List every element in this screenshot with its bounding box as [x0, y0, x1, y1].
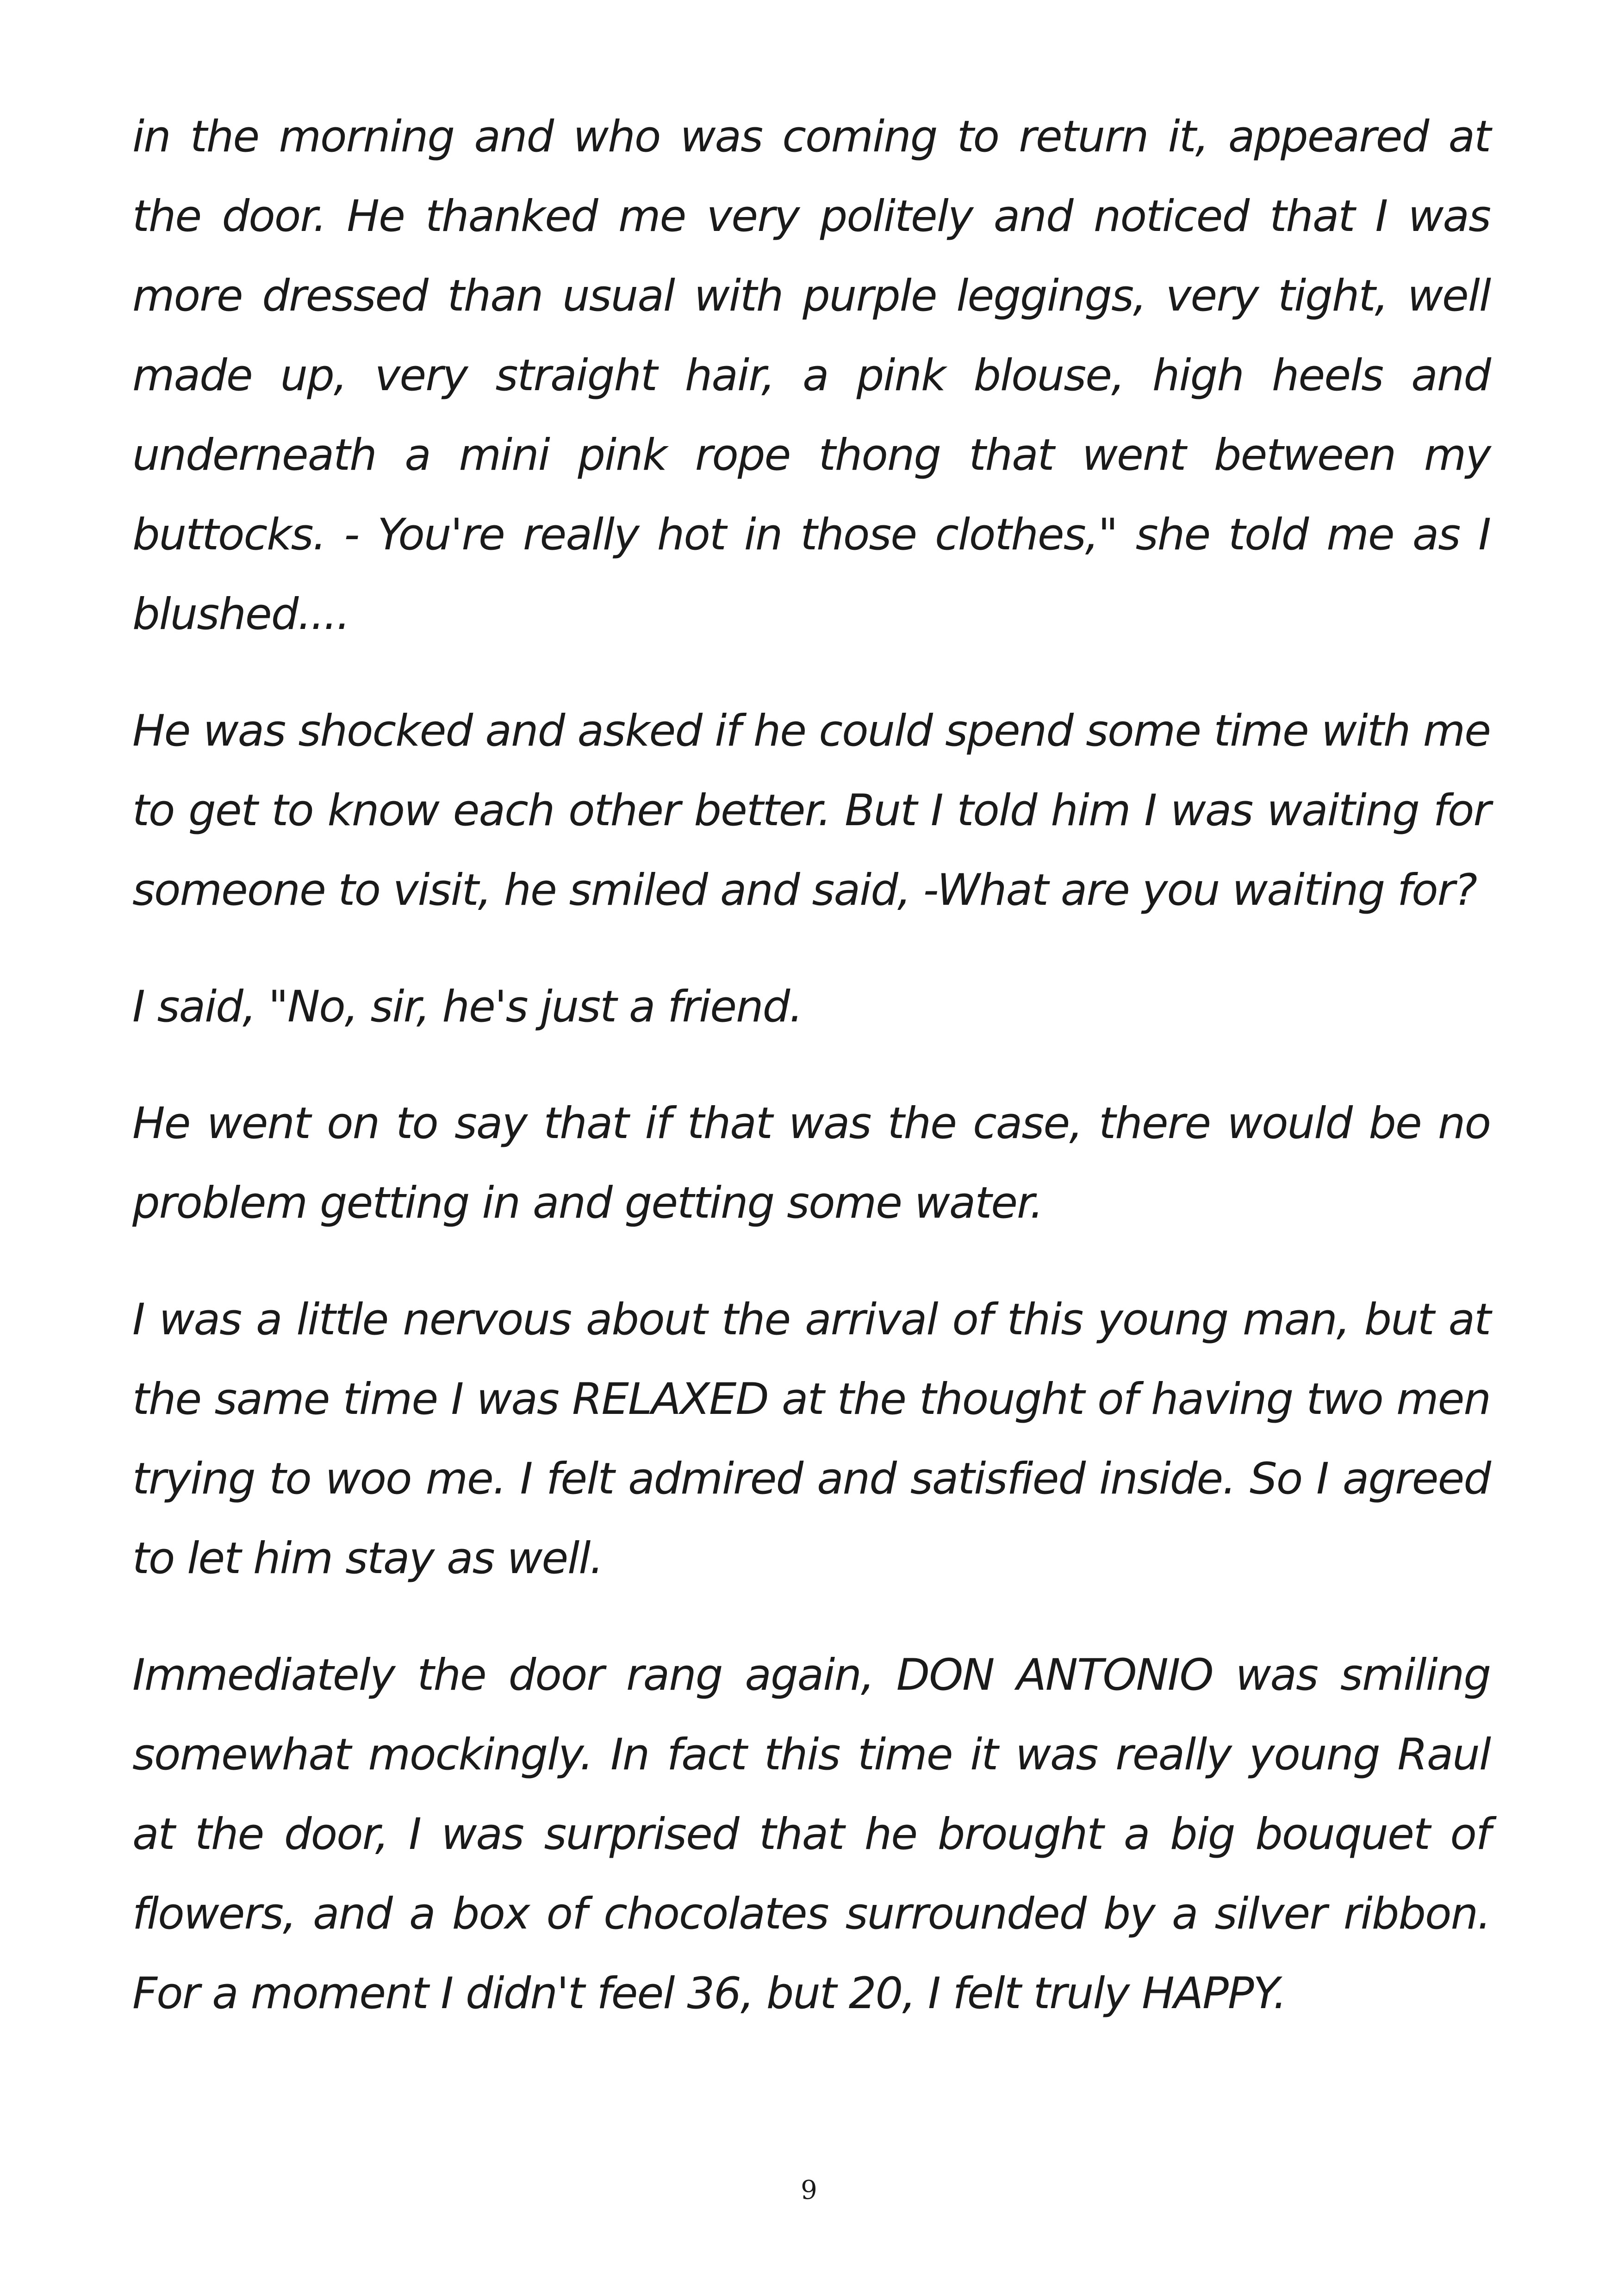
- paragraph-1: in the morning and who was coming to return it, appeared at the door. He thanked me very politely and noticed that I was more dressed than usual with purple leggings, very tight, well made up, very straight hair, a pink blouse, high heels and underneath a mini pink rope thong that went between my buttocks. - You're really hot in those clothes," she told me as I blushed....: [132, 112, 1490, 640]
- paragraph-3: I said, "No, sir, he's just a friend.: [132, 982, 803, 1032]
- paragraph-5: I was a little nervous about the arrival of this young man, but at the same time I was RELAXED at the thought of having two men trying to woo me. I felt admired and satisfied inside. So I agreed to let him stay as well.: [132, 1294, 1490, 1584]
- page-number: 9: [801, 2175, 817, 2205]
- body-text: [132, 97, 1490, 2071]
- paragraph-2: He was shocked and asked if he could spend some time with me to get to know each other better. But I told him I was waiting for someone to visit, he smiled and said, -What are you waiting for?: [132, 706, 1490, 915]
- paragraph-6: Immediately the door rang again, DON ANTONIO was smiling somewhat mockingly. In fact this time it was really young Raul at the door, I was surprised that he brought a big bouquet of flowers, and a box of chocolates surrounded by a silver ribbon. For a moment I didn't feel 36, but 20, I felt truly HAPPY.: [132, 1650, 1490, 2019]
- paragraph-4: He went on to say that if that was the case, there would be no problem getting in and getting some water.: [132, 1098, 1490, 1228]
